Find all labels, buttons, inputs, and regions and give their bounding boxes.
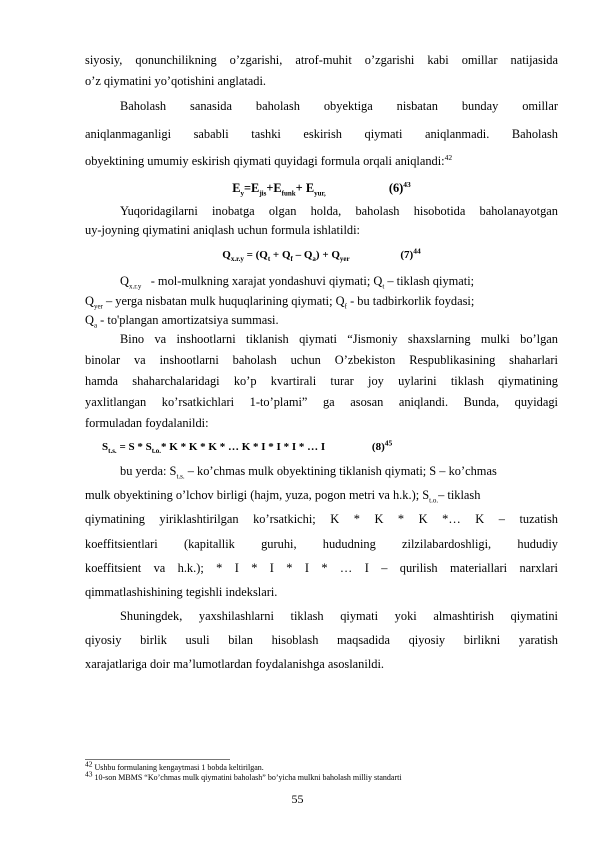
footnote-ref: 42 bbox=[444, 152, 453, 162]
formula-part: E bbox=[232, 181, 241, 195]
symbol-sub: yer bbox=[93, 302, 103, 311]
footnote-ref: 43 bbox=[403, 179, 411, 189]
paragraph-line bbox=[85, 312, 558, 328]
paragraph-line: qiymatining yiriklashtirilgan ko’rsatkichi; K * K * K *… K – tuzatish bbox=[85, 512, 558, 526]
formula-number: (7) bbox=[400, 249, 414, 261]
page-number: 55 bbox=[291, 792, 304, 806]
paragraph-line: o’z qiymatini yo’qotishini anglatadi. bbox=[85, 74, 267, 88]
paragraph-line: Shuningdek, yaxshilashlarni tiklash qiymati yoki almashtirish qiymatini bbox=[120, 609, 558, 623]
formula-sub: y bbox=[240, 189, 244, 198]
formula-sub: t bbox=[267, 255, 271, 264]
paragraph-text: - to'plangan amortizatsiya summasi. bbox=[100, 313, 279, 327]
paragraph-line: uy-joyning qiymatini aniqlash uchun formula ishlatildi: bbox=[85, 223, 360, 237]
formula-part: S bbox=[102, 441, 109, 453]
symbol-q: Q bbox=[85, 294, 94, 308]
paragraph-line: xarajatlariga doir ma’lumotlardan foydalanishga asoslanildi. bbox=[85, 657, 384, 671]
paragraph-line: binolar va inshootlarni baholash uchun O’zbekiston Respublikasining shaharlari bbox=[85, 353, 558, 367]
paragraph-text: – tiklash qiymati; bbox=[387, 274, 475, 288]
footnote-text: Ushbu formulaning kengaytmasi 1 bobda keltirilgan. bbox=[94, 763, 264, 772]
paragraph-line bbox=[120, 463, 558, 479]
symbol-sub: t.o. bbox=[429, 496, 439, 505]
paragraph-line: aniqlanmaganligi sababli tashki eskirish qiymati aniqlanmadi. Baholash bbox=[85, 127, 558, 141]
formula-part: = (Q bbox=[246, 249, 268, 261]
formula-part: = S * S bbox=[119, 441, 152, 453]
formula-sub: yur, bbox=[314, 189, 326, 198]
paragraph-line: qiyosiy birlik usuli bilan hisoblash maqsadida qiyosiy birlikni yaratish bbox=[85, 633, 558, 647]
paragraph-text: mulk obyektining o’lchov birligi (hajm, yuza, pogon metri va h.k.); S bbox=[85, 488, 430, 502]
paragraph-text: – tiklash bbox=[438, 488, 481, 502]
paragraph-text: - mol-mulkning xarajat yondashuvi qiymati; Q bbox=[150, 274, 383, 288]
paragraph-text: - bu tadbirkorlik foydasi; bbox=[350, 294, 475, 308]
paragraph-text: – yerga nisbatan mulk huquqlarining qiymati; Q bbox=[106, 294, 345, 308]
paragraph-line: qimmatlashishining tegishli indekslari. bbox=[85, 585, 278, 599]
paragraph-text: – ko’chmas mulk obyektining tiklanish qiymati; S – ko’chmas bbox=[187, 464, 497, 478]
paragraph-line: Yuqoridagilarni inobatga olgan holda, baholash hisobotida baholanayotgan bbox=[120, 204, 558, 218]
formula-sub: x.r.y bbox=[230, 255, 244, 264]
formula-number: (6) bbox=[388, 181, 404, 195]
formula-part: Q bbox=[222, 249, 231, 261]
formula-sub: funk bbox=[281, 189, 296, 198]
footnote-number: 43 bbox=[85, 769, 93, 779]
symbol-q: Q bbox=[120, 274, 129, 288]
formula-part: +E bbox=[266, 181, 282, 195]
formula-8 bbox=[102, 439, 542, 455]
formula-part: – Q bbox=[295, 249, 313, 261]
paragraph-line bbox=[85, 153, 558, 169]
footnote bbox=[85, 769, 402, 783]
paragraph-text: obyektining umumiy eskirish qiymati quyidagi formula orqali aniqlandi: bbox=[85, 154, 445, 168]
paragraph-line: siyosiy, qonunchilikning o’zgarishi, atrof-muhit o’zgarishi kabi omillar natijasida bbox=[85, 53, 558, 67]
formula-part: + Q bbox=[272, 249, 291, 261]
footnote bbox=[85, 759, 264, 773]
paragraph-line: Baholash sanasida baholash obyektiga nisbatan bunday omillar bbox=[120, 99, 558, 113]
symbol-sub: a bbox=[93, 321, 98, 330]
formula-sub: a bbox=[312, 255, 316, 264]
footnote-ref: 45 bbox=[384, 438, 393, 448]
symbol-sub: t.s. bbox=[176, 472, 185, 481]
paragraph-text: bu yerda: S bbox=[120, 464, 177, 478]
formula-sub: t.o. bbox=[151, 447, 162, 456]
paragraph-line bbox=[85, 293, 558, 309]
footnote-text: 10-son MBMS “Ko’chmas mulk qiymatini baholash” bo’yicha mulkni baholash milliy standarti bbox=[94, 773, 402, 782]
paragraph-line bbox=[120, 273, 558, 289]
formula-number: (8) bbox=[371, 441, 385, 453]
paragraph-line: Bino va inshootlarni tiklanish qiymati “Jismoniy shaxslarning mulki bo’lgan bbox=[120, 332, 558, 346]
formula-7 bbox=[85, 247, 558, 263]
paragraph-line: koeffitsient va h.k.); * I * I * I * … I – qurilish materiallari narxlari bbox=[85, 561, 558, 575]
footnote-divider bbox=[85, 759, 230, 760]
paragraph-line: koeffitsientlari (kapitallik guruhi, hududning zilzilabardoshligi, hududiy bbox=[85, 537, 558, 551]
symbol-sub: f bbox=[344, 302, 347, 311]
formula-part: + E bbox=[295, 181, 315, 195]
formula-part: * K * K * K * … K * I * I * I * … I bbox=[161, 441, 326, 453]
footnote-number: 42 bbox=[85, 759, 93, 769]
paragraph-line: yaxlitlangan ko’rsatkichlari 1-to’plami” ga asosan aniqlandi. Bunda, quyidagi bbox=[85, 395, 558, 409]
formula-sub: jis bbox=[259, 189, 267, 198]
formula-sub: f bbox=[290, 255, 293, 264]
formula-part: ) + Q bbox=[315, 249, 340, 261]
symbol-sub: t bbox=[382, 282, 385, 291]
formula-6 bbox=[85, 180, 558, 196]
formula-sub: t.s. bbox=[108, 447, 117, 456]
paragraph-line: formuladan foydalanildi: bbox=[85, 416, 209, 430]
symbol-sub: x.r.y bbox=[128, 282, 142, 291]
formula-part: =E bbox=[243, 181, 260, 195]
paragraph-line: hamda shaharchalaridagi ko’p kvartirali turar joy uylarini tiklash qiymatining bbox=[85, 374, 558, 388]
footnote-ref: 44 bbox=[413, 246, 421, 256]
formula-sub: yer bbox=[339, 255, 350, 264]
symbol-q: Q bbox=[85, 313, 94, 327]
paragraph-line bbox=[85, 487, 558, 503]
